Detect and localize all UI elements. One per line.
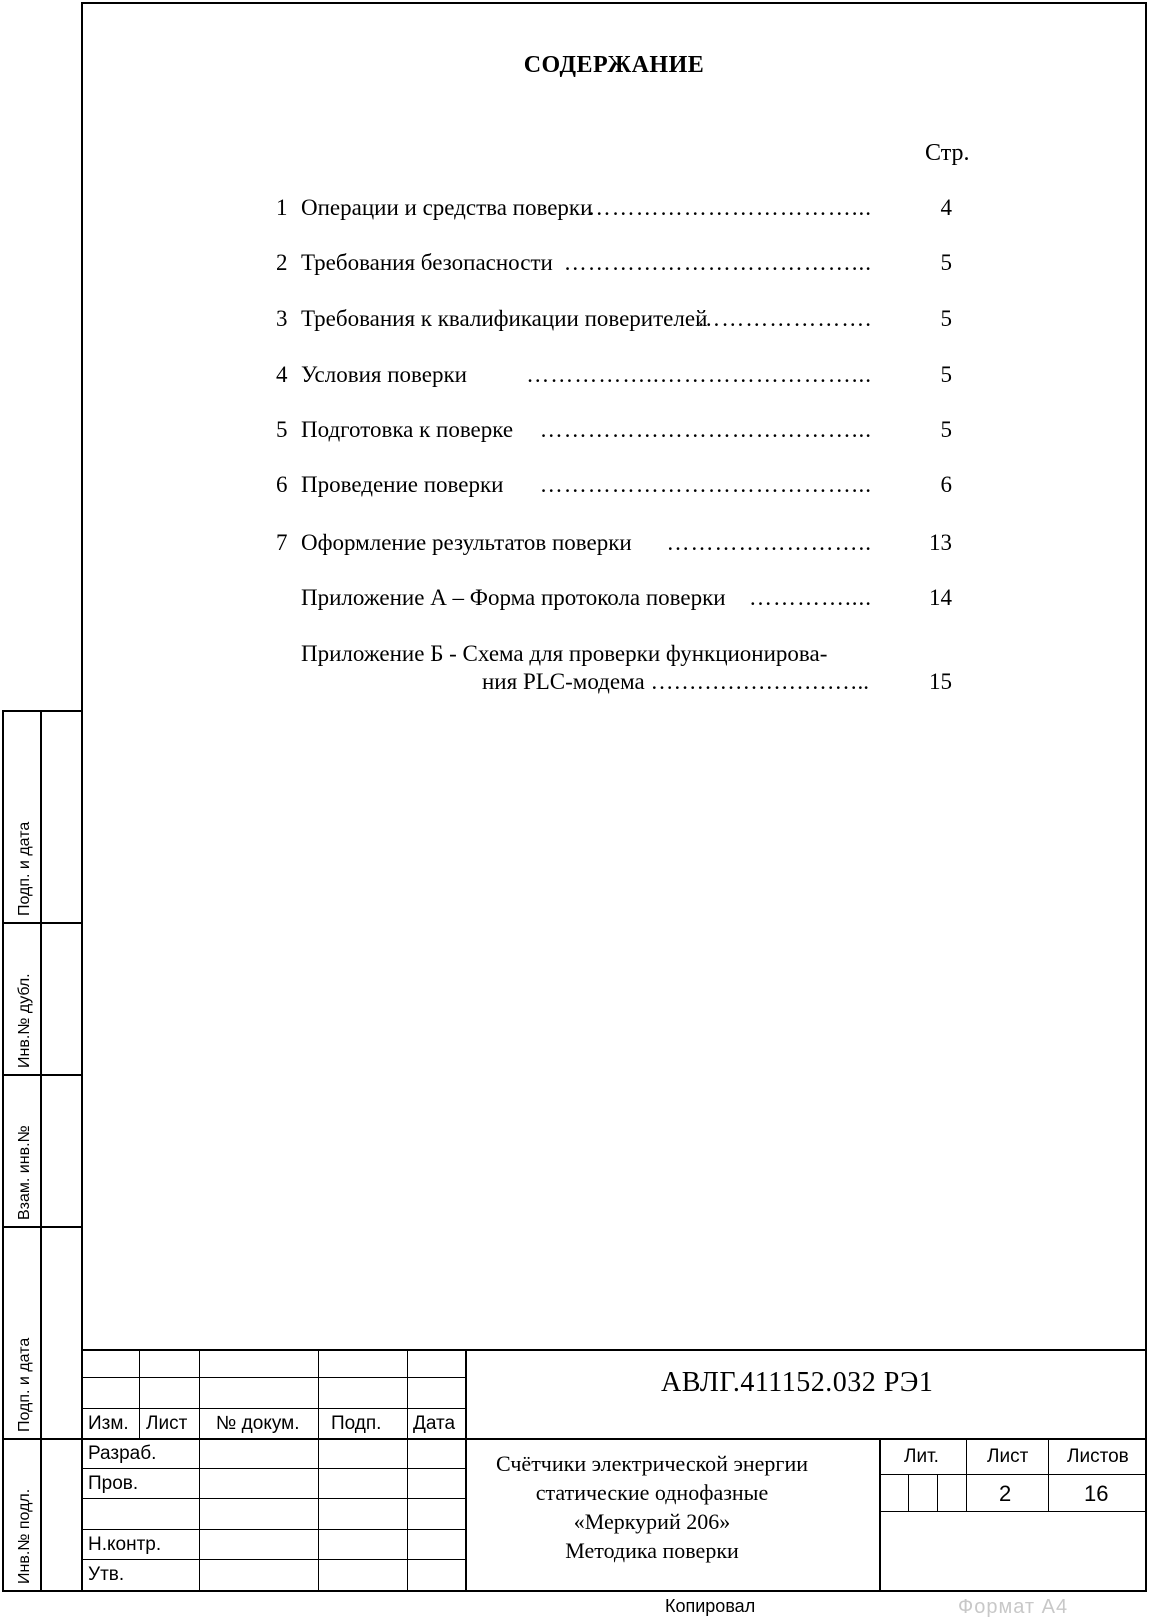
side-field-sign-date-2 — [2, 1226, 81, 1440]
header-izm: Изм. — [88, 1413, 129, 1434]
toc-item — [276, 306, 952, 338]
side-field-sign-date-1 — [2, 710, 81, 924]
toc-item — [276, 417, 952, 449]
toc-item-page: 6 — [940, 472, 952, 497]
toc-item — [276, 362, 952, 394]
toc-item-number: 2 — [276, 250, 288, 275]
page-title: СОДЕРЖАНИЕ — [523, 52, 705, 78]
toc-item — [276, 585, 952, 617]
toc-item-text: Приложение Б - Схема для проверки функционирова- — [301, 641, 828, 666]
toc-item-page: 5 — [940, 417, 952, 442]
document-name: Счётчики электрической энергии статические однофазные «Меркурий 206» Методика поверки — [495, 1451, 808, 1563]
toc-item-page: 5 — [940, 362, 952, 387]
header-podp: Подп. — [331, 1413, 382, 1434]
toc-item-text-continued: ния PLC-модема ……………………….. — [482, 669, 869, 694]
toc-item-page: 4 — [940, 195, 952, 220]
toc-item-text: Требования к квалификации поверителей — [301, 306, 708, 331]
toc-item — [276, 195, 952, 227]
toc-item-leader: ……………………………... — [587, 195, 872, 220]
page-column-label: Стр. — [925, 140, 970, 166]
header-data: Дата — [413, 1413, 456, 1434]
toc-item-page: 5 — [940, 306, 952, 331]
toc-item-page: 13 — [929, 530, 952, 555]
toc-item-leader: …………………….. — [666, 530, 872, 555]
toc-item — [276, 530, 952, 562]
side-field-inv-dubl — [2, 922, 81, 1076]
toc-item-text: Операции и средства поверки — [301, 195, 593, 220]
toc-item-text: Оформление результатов поверки — [301, 530, 632, 555]
toc-item-text: Проведение поверки — [301, 472, 504, 497]
sheet-label: Лист — [987, 1446, 1029, 1467]
side-label: Подп. и дата — [16, 821, 33, 916]
toc-item-text: Требования безопасности — [301, 250, 553, 275]
toc-item — [276, 250, 952, 282]
toc-item-leader: ……………..……………………... — [526, 362, 872, 387]
toc-item-page: 15 — [929, 669, 952, 694]
header-list: Лист — [146, 1413, 188, 1434]
side-label: Взам. инв.№ — [16, 1125, 33, 1220]
sheets-label: Листов — [1067, 1446, 1129, 1467]
toc-item-text: Условия поверки — [301, 362, 467, 387]
toc-item — [276, 472, 952, 504]
side-label: Инв.№ подл. — [16, 1488, 33, 1584]
sheets-count: 16 — [1084, 1481, 1109, 1506]
toc-item-page: 5 — [940, 250, 952, 275]
side-label: Подп. и дата — [16, 1337, 33, 1432]
side-field-inv-podl — [2, 1438, 81, 1592]
toc-item-number: 4 — [276, 362, 288, 387]
toc-item-number: 1 — [276, 195, 288, 220]
header-dokum: № докум. — [216, 1413, 300, 1434]
toc-item-number: 3 — [276, 306, 288, 331]
sheet-number: 2 — [999, 1481, 1012, 1506]
title-block — [81, 1349, 1147, 1592]
toc-item-leader: …………………………………... — [539, 417, 872, 442]
role-prov: Пров. — [88, 1473, 139, 1494]
copied-by-label: Копировал — [665, 1596, 756, 1616]
toc-item-leader: …………………. — [697, 306, 872, 331]
side-label: Инв.№ дубл. — [16, 973, 33, 1068]
toc-item-number: 6 — [276, 472, 288, 497]
side-field-vzam-inv — [2, 1074, 81, 1228]
toc-item-text: Подготовка к поверке — [301, 417, 514, 442]
document-code: АВЛГ.411152.032 РЭ1 — [661, 1367, 934, 1398]
toc-item-text: Приложение А – Форма протокола поверки — [301, 585, 726, 610]
format-label: Формат А4 — [958, 1596, 1069, 1618]
toc-item-number: 7 — [276, 530, 288, 555]
toc-item-leader: ………………………………... — [563, 250, 872, 275]
toc-item-leader: ………….... — [749, 585, 872, 610]
toc-item-number: 5 — [276, 417, 288, 442]
role-utv: Утв. — [88, 1564, 125, 1585]
toc-item-page: 14 — [929, 585, 952, 610]
toc-item-leader: …………………………………... — [539, 472, 872, 497]
lit-label: Лит. — [904, 1446, 939, 1467]
role-nkontr: Н.контр. — [88, 1534, 162, 1555]
role-razrab: Разраб. — [88, 1443, 157, 1464]
